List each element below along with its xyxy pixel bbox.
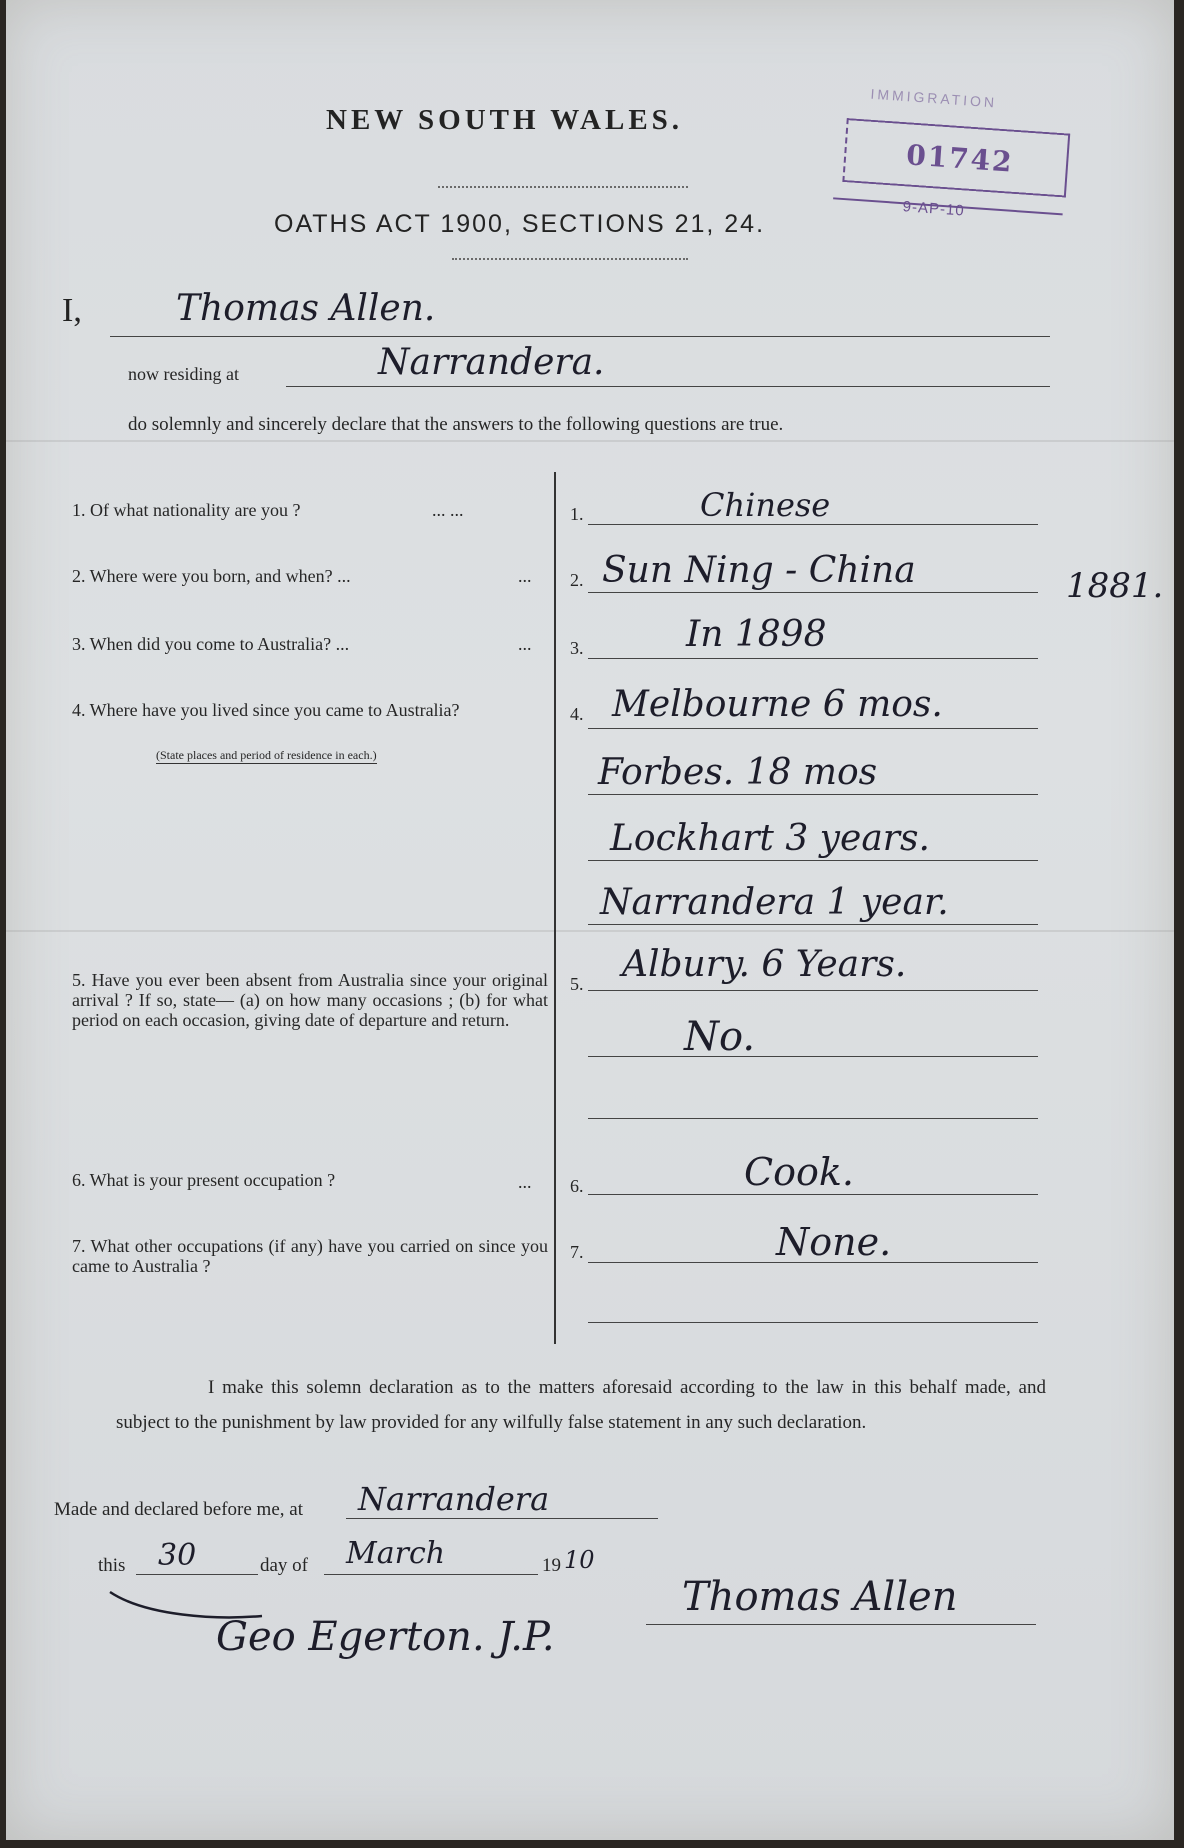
answer-residence-4: Narrandera 1 year.	[600, 882, 949, 923]
this-label: this	[98, 1555, 126, 1576]
fold-crease	[6, 440, 1174, 442]
answer-other-occupations: None.	[776, 1220, 892, 1264]
answer-nationality: Chinese	[700, 486, 831, 524]
question-1: 1. Of what nationality are you ?	[72, 500, 301, 520]
answer-residence-2: Forbes. 18 mos	[598, 752, 878, 793]
question-7: 7. What other occupations (if any) have you carried on since you came to Australia ?	[72, 1236, 548, 1276]
document-page: NEW SOUTH WALES. OATHS ACT 1900, SECTIONS 21, 24. IMMIGRATION 01742 9-AP-10 I, Thomas Allen. now residing at Narrandera. do solemnly and sincerely declare that the answers to the following questions are true. 1. Of what nationality are you ? ... ... 1. Chinese 2. Where were you born, and when? ... ... 2. Sun Ning - China 1881. 3. When did you come to Australia? ... ... 3. In 1898 4. Where have you lived since you came to Australia? (State places and period of residence in each.) 4. Melbourne 6 mos. Forbes. 18 mos Lockhart 3 years. Narrandera 1 year. 5. Have you ever been absent from Australia since your original arrival ? If so, state— (a) on how many occasions ; (b) for what period on each occasion, giving date of departure and return. 5. Albury. 6 Years. No. 6. What is your present occupation ? ... 6. Cook. 7. What other occupations (if any) have you carried on since you came to Australia ? 7. None. I make this solemn declaration as to the matters aforesaid according to the law in this behalf made, and subject to the punishment by law provided for any wilfully false statement in any such declaration. Made and declared before me, at Narrandera this 30 day of March 19 10 Geo Egerton. J.P. Thomas Allen	[6, 0, 1174, 1840]
declared-day: 30	[158, 1538, 197, 1573]
declarant-signature: Thomas Allen	[682, 1574, 958, 1620]
answer-residence-5: Albury. 6 Years.	[622, 944, 907, 985]
declarant-prefix: I,	[62, 292, 82, 329]
declared-place: Narrandera	[358, 1480, 550, 1518]
declaration-text: I make this solemn declaration as to the matters aforesaid according to the law in this behalf made, and subject to the punishment by law provided for any wilfully false statement in any such declaration.	[116, 1377, 1046, 1433]
answer-arrival: In 1898	[686, 614, 827, 655]
subtitle-divider	[452, 258, 688, 263]
question-5: 5. Have you ever been absent from Australia since your original arrival ? If so, state— (a) on how many occasions ; (b) for what period on each occasion, giving date of departure and return.	[72, 970, 548, 1030]
document-title: NEW SOUTH WALES.	[326, 104, 684, 136]
residence: Narrandera.	[378, 342, 605, 383]
question-2: 2. Where were you born, and when? ...	[72, 566, 351, 586]
declared-month: March	[346, 1536, 446, 1571]
column-divider	[554, 472, 556, 1344]
year-prefix: 19	[542, 1555, 561, 1576]
answer-residence-1: Melbourne 6 mos.	[612, 684, 943, 725]
question-4-note: (State places and period of residence in each.)	[156, 748, 377, 762]
stamp-date: 9-AP-10	[902, 198, 966, 220]
residing-label: now residing at	[128, 364, 239, 384]
declare-statement: do solemnly and sincerely declare that the answers to the following questions are true.	[128, 414, 784, 435]
immigration-stamp: IMMIGRATION 01742 9-AP-10	[831, 80, 1087, 245]
answer-birthplace: Sun Ning - China	[602, 550, 916, 591]
stamp-number: 01742	[905, 138, 1015, 179]
answer-birth-year: 1881.	[1066, 566, 1164, 606]
answer-occupation: Cook.	[744, 1150, 854, 1194]
day-of-label: day of	[260, 1555, 309, 1576]
question-6: 6. What is your present occupation ?	[72, 1170, 336, 1190]
declared-year: 10	[564, 1546, 595, 1574]
answer-absence: No.	[684, 1014, 756, 1060]
question-3: 3. When did you come to Australia? ...	[72, 634, 350, 654]
question-4: 4. Where have you lived since you came to Australia?	[72, 700, 460, 720]
answer-residence-3: Lockhart 3 years.	[610, 818, 930, 859]
document-subtitle: OATHS ACT 1900, SECTIONS 21, 24.	[274, 210, 766, 238]
title-divider	[438, 186, 688, 191]
declarant-name: Thomas Allen.	[176, 288, 436, 329]
justice-signature: Geo Egerton. J.P.	[216, 1614, 555, 1660]
made-declared-label: Made and declared before me, at	[54, 1499, 303, 1520]
fold-crease	[6, 930, 1174, 932]
